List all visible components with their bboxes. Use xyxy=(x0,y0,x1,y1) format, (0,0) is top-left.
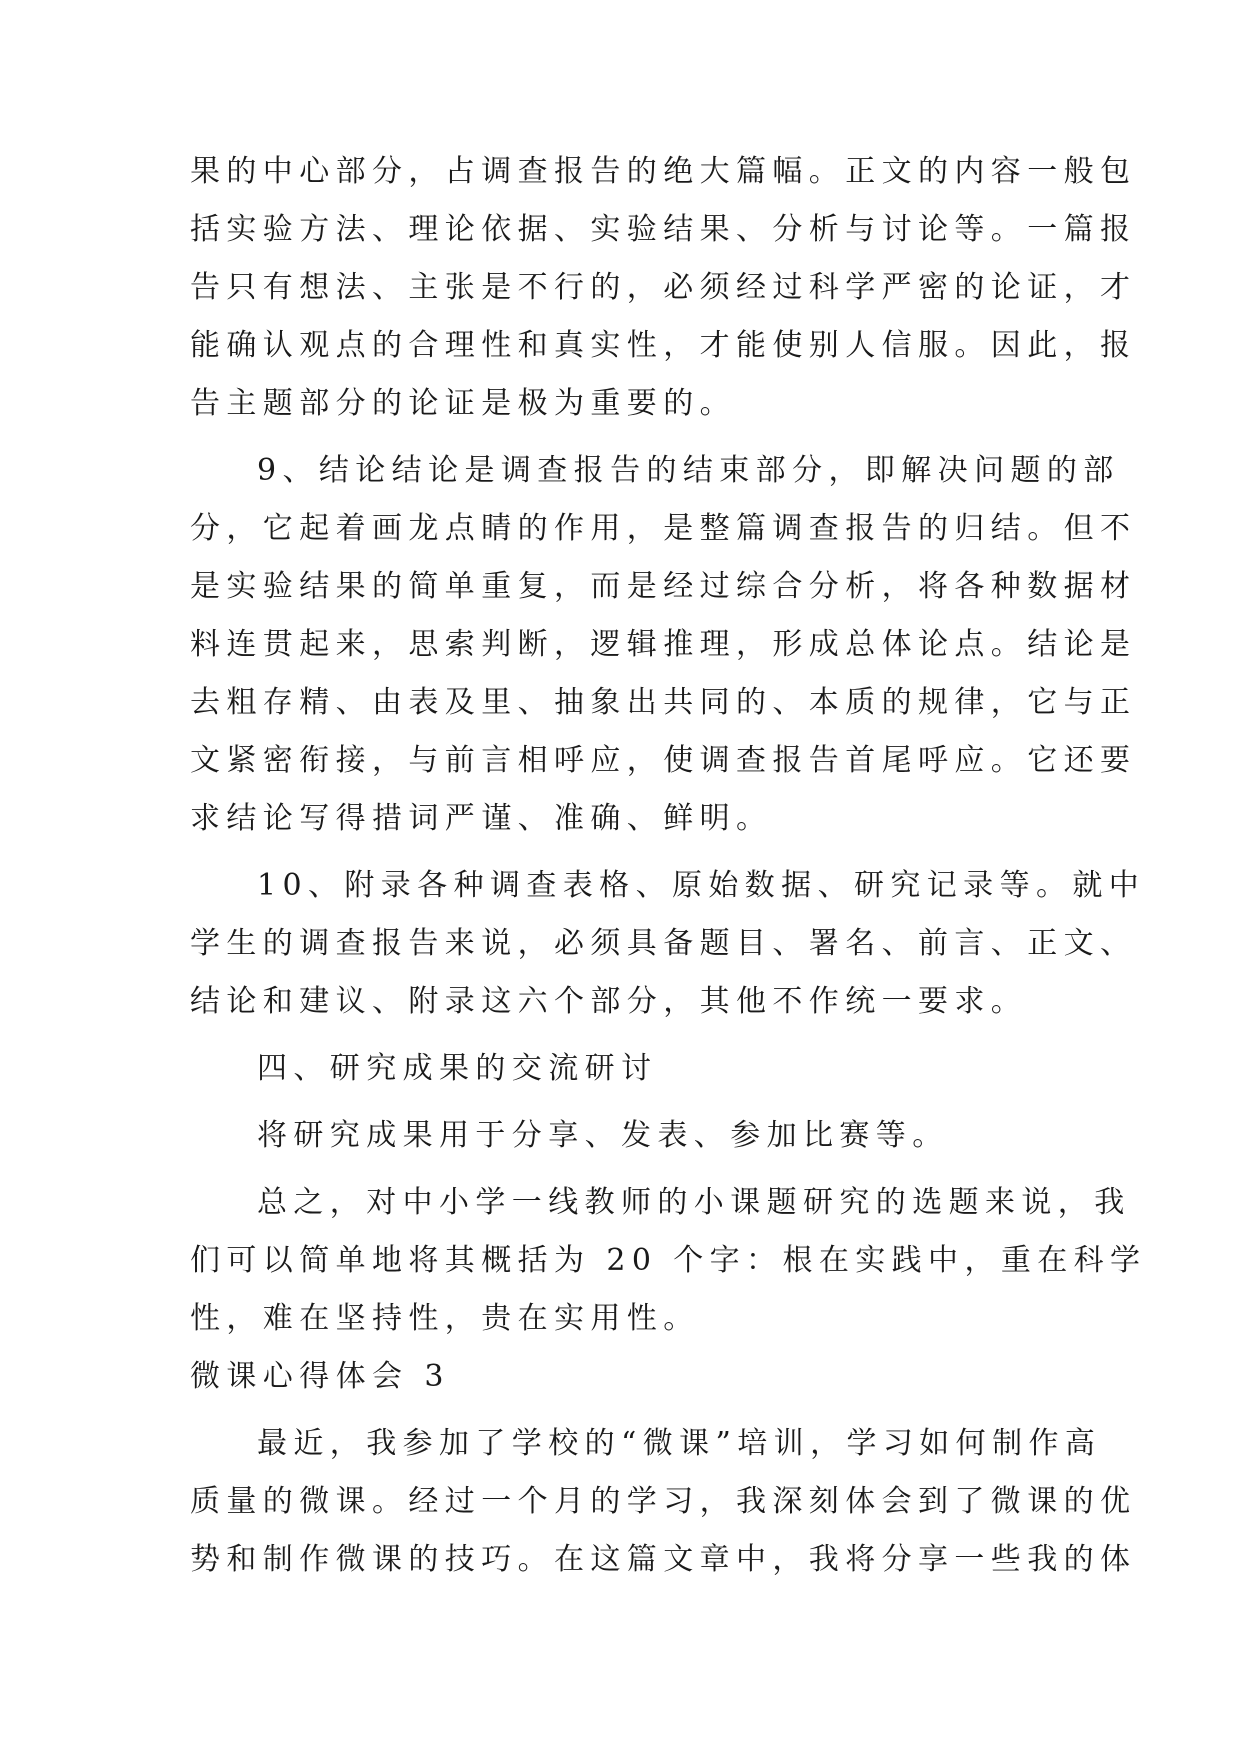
paragraph-line: 性，难在坚持性，贵在实用性。 xyxy=(190,1301,700,1336)
paragraph-line: 学生的调查报告来说，必须具备题目、署名、前言、正文、 xyxy=(190,926,1137,961)
section-heading: 四、研究成果的交流研讨 xyxy=(257,1051,658,1086)
paragraph-line: 果的中心部分，占调查报告的绝大篇幅。正文的内容一般包 xyxy=(190,154,1137,189)
article-title: 微课心得体会 3 xyxy=(190,1359,450,1394)
paragraph-line: 文紧密衔接，与前言相呼应，使调查报告首尾呼应。它还要 xyxy=(190,743,1137,778)
paragraph-line: 是实验结果的简单重复，而是经过综合分析，将各种数据材 xyxy=(190,569,1137,604)
paragraph-line: 势和制作微课的技巧。在这篇文章中，我将分享一些我的体 xyxy=(190,1542,1137,1577)
paragraph-line: 去粗存精、由表及里、抽象出共同的、本质的规律，它与正 xyxy=(190,685,1137,720)
paragraph-first-line: 9、结论结论是调查报告的结束部分，即解决问题的部 xyxy=(257,453,1120,488)
paragraph-first-line: 10、附录各种调查表格、原始数据、研究记录等。就中 xyxy=(257,868,1146,903)
paragraph-first-line: 总之，对中小学一线教师的小课题研究的选题来说，我 xyxy=(257,1185,1131,1220)
paragraph-line: 能确认观点的合理性和真实性，才能使别人信服。因此，报 xyxy=(190,328,1137,363)
paragraph-line: 们可以简单地将其概括为 20 个字：根在实践中，重在科学 xyxy=(190,1243,1147,1278)
paragraph-first-line: 将研究成果用于分享、发表、参加比赛等。 xyxy=(257,1118,949,1153)
paragraph-line: 质量的微课。经过一个月的学习，我深刻体会到了微课的优 xyxy=(190,1484,1137,1519)
paragraph-line: 求结论写得措词严谨、准确、鲜明。 xyxy=(190,801,773,836)
paragraph-line: 分，它起着画龙点睛的作用，是整篇调查报告的归结。但不 xyxy=(190,511,1137,546)
paragraph-line: 括实验方法、理论依据、实验结果、分析与讨论等。一篇报 xyxy=(190,212,1137,247)
paragraph-line: 结论和建议、附录这六个部分，其他不作统一要求。 xyxy=(190,984,1028,1019)
paragraph-line: 告只有想法、主张是不行的，必须经过科学严密的论证，才 xyxy=(190,270,1137,305)
paragraph-line: 料连贯起来，思索判断，逻辑推理，形成总体论点。结论是 xyxy=(190,627,1137,662)
paragraph-first-line: 最近，我参加了学校的“微课”培训，学习如何制作高 xyxy=(257,1426,1102,1461)
paragraph-line: 告主题部分的论证是极为重要的。 xyxy=(190,386,736,421)
